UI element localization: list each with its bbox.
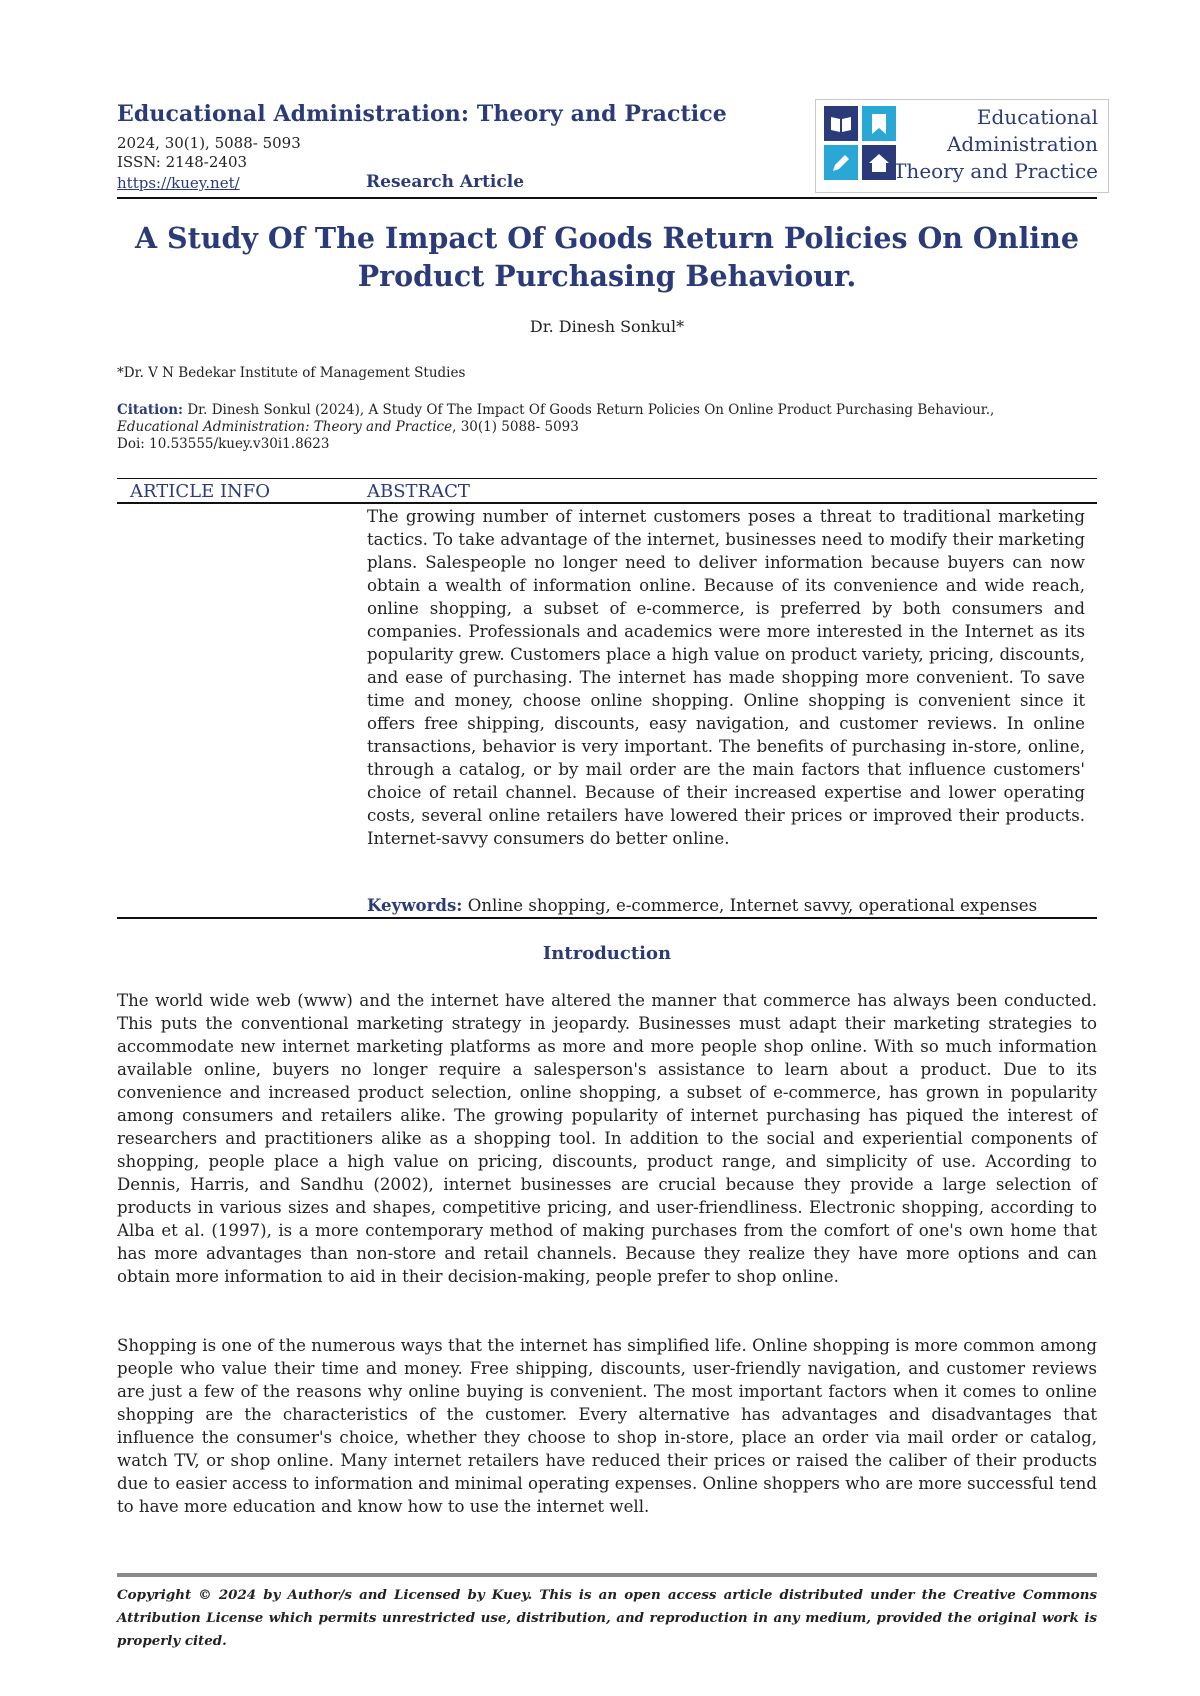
bookmark-icon xyxy=(862,106,896,141)
citation-journal: Educational Administration: Theory and Practice xyxy=(117,419,453,435)
keywords-label: Keywords: xyxy=(367,895,463,915)
house-icon xyxy=(862,145,896,180)
citation-text: Dr. Dinesh Sonkul (2024), A Study Of The Impact Of Goods Return Policies On Online Product Purchasing Behaviour., xyxy=(183,402,995,418)
author-name: Dr. Dinesh Sonkul* xyxy=(529,317,685,336)
keywords-text: Online shopping, e-commerce, Internet savvy, operational expenses xyxy=(462,896,1038,915)
citation-volume: , 30(1) 5088- 5093 xyxy=(452,419,579,435)
doi: Doi: 10.53555/kuey.v30i1.8623 xyxy=(117,436,330,452)
citation-line xyxy=(117,402,1097,419)
paper-title: A Study Of The Impact Of Goods Return Policies On Online Product Purchasing Behaviour. xyxy=(135,221,1079,293)
table-top-rule xyxy=(117,478,1097,479)
article-type-label: Research Article xyxy=(366,172,525,192)
article-info-header: ARTICLE INFO xyxy=(130,481,271,502)
logo-line-3: Theory and Practice xyxy=(893,159,1098,183)
logo-mark xyxy=(824,106,900,184)
body-paragraph: Shopping is one of the numerous ways that the internet has simplified life. Online shopping is more common among people who value their time and money. Free shipping, discounts, user-friendly navigation, and customer reviews are just a few of the reasons why online buying is convenient. The most important factors when it comes to online shopping are the characteristics of the customer. Every alternative has advantages and disadvantages that influence the consumer's choice, whether they choose to shop in-store, place an order via mail order or catalog, watch TV, or shop online. Many internet retailers have reduced their prices or raised the caliber of their products due to easier access to information and minimal operating expenses. Online shoppers who are more successful tend to have more education and know how to use the internet well. xyxy=(117,1336,1097,1516)
section-heading-introduction: Introduction xyxy=(542,943,672,964)
footer-divider xyxy=(117,1573,1097,1577)
citation-block xyxy=(117,402,1097,453)
abstract-text: The growing number of internet customers poses a threat to traditional marketing tactics. To take advantage of the internet, businesses need to modify their marketing plans. Salespeople no longer need to deliver information because buyers can now obtain a wealth of information online. Because of its convenience and wide reach, online shopping, a subset of e-commerce, is preferred by both consumers and companies. Professionals and academics were more interested in the Internet as its popularity grew. Customers place a high value on product variety, pricing, discounts, and ease of purchasing. The internet has made shopping more convenient. To save time and money, choose online shopping. Online shopping is convenient since it offers free shipping, discounts, easy navigation, and customer reviews. In online transactions, behavior is very important. The benefits of purchasing in-store, online, through a catalog, or by mail order are the main factors that influence customers' choice of retail channel. Because of their increased expertise and lower operating costs, several online retailers have lowered their prices or improved their products. Internet-savvy consumers do better online. xyxy=(367,507,1085,848)
logo-wordmark xyxy=(893,104,1098,185)
citation-journal-line xyxy=(117,419,1097,436)
volume-pages: 2024, 30(1), 5088- 5093 xyxy=(117,134,301,152)
copyright-notice: Copyright © 2024 by Author/s and Licensed by Kuey. This is an open access article distributed under the Creative Commons Attribution License which permits unrestricted use, distribution, and reproduction in any medium, provided the original work is properly cited. xyxy=(117,1587,1097,1649)
logo-line-2: Administration xyxy=(946,132,1098,156)
abstract-header: ABSTRACT xyxy=(367,481,470,502)
author-affiliation: *Dr. V N Bedekar Institute of Management Studies xyxy=(117,365,466,381)
pencil-icon xyxy=(824,145,858,180)
open-book-icon xyxy=(824,106,858,141)
body-paragraph: The world wide web (www) and the internet have altered the manner that commerce has always been conducted. This puts the conventional marketing strategy in jeopardy. Businesses must adapt their marketing strategies to accommodate new internet marketing platforms as more and more people shop online. With so much information available online, buyers no longer require a salesperson's assistance to learn about a product. Due to its convenience and increased product selection, online shopping, a subset of e-commerce, has grown in popularity among consumers and retailers alike. The growing popularity of internet purchasing has piqued the interest of researchers and practitioners alike as a shopping tool. In addition to the social and experiential components of shopping, people place a high value on pricing, discounts, product range, and simplicity of use. According to Dennis, Harris, and Sandhu (2002), internet businesses are crucial because they provide a large selection of products in various sizes and shapes, competitive pricing, and user-friendliness. Electronic shopping, according to Alba et al. (1997), is a more contemporary method of making purchases from the comfort of one's own home that has more advantages than non-store and retail channels. Because they realize they have more options and can obtain more information to aid in their decision-making, people prefer to shop online. xyxy=(117,991,1097,1286)
journal-title: Educational Administration: Theory and Practice xyxy=(117,101,727,127)
journal-logo xyxy=(815,99,1109,193)
issn: ISSN: 2148-2403 xyxy=(117,153,248,171)
keywords-line xyxy=(367,895,1097,915)
journal-url-link[interactable]: https://kuey.net/ xyxy=(117,174,240,192)
header-divider xyxy=(117,197,1097,199)
table-bottom-rule xyxy=(117,917,1097,919)
logo-line-1: Educational xyxy=(976,105,1098,129)
citation-label: Citation: xyxy=(117,402,184,418)
table-header-rule xyxy=(117,502,1097,504)
